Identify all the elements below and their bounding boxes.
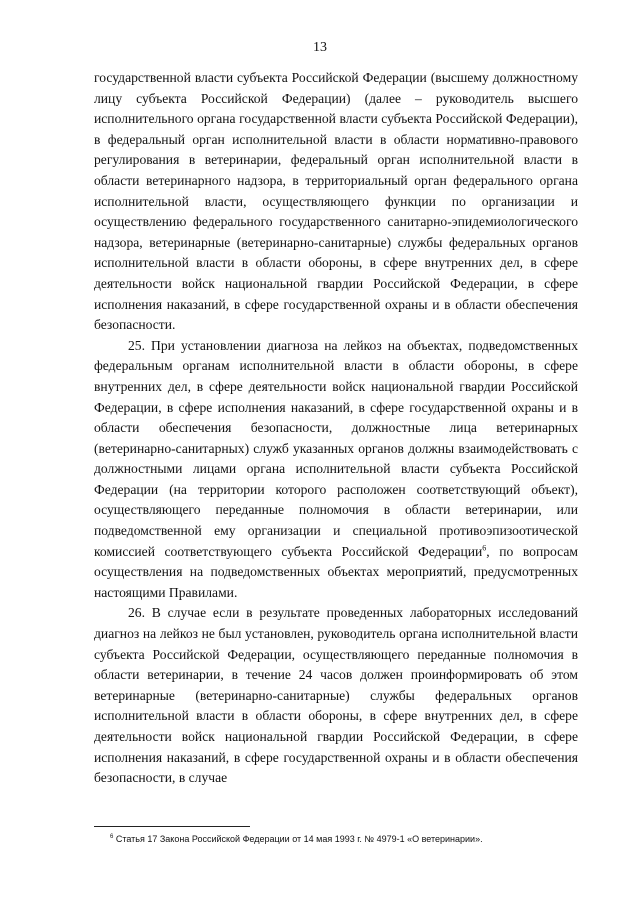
footnote-reference-6[interactable]: 6 <box>482 543 487 553</box>
footnote-separator <box>94 826 250 827</box>
paragraph-26: 26. В случае если в результате проведенных лабораторных исследований диагноз на лейкоз не был установлен, руководитель органа исполнительной власти субъекта Российской Федерации, осуществляющего переданные полномочия в области ветеринарии, в течение 24 часов должен проинформировать об этом ветеринарные (ветеринарно-санитарные) службы федеральных органов исполнительной власти в области обороны, в сфере внутренних дел, в сфере деятельности войск национальной гвардии Российской Федерации, в сфере исполнения наказаний, в сфере государственной охраны и в области обеспечения безопасности, в случае <box>94 605 578 786</box>
footnote-6 <box>110 833 580 845</box>
footnote-text: Статья 17 Закона Российской Федерации от 14 мая 1993 г. № 4979-1 «О ветеринарии». <box>113 834 483 844</box>
paragraph-25 <box>94 336 578 604</box>
document-body <box>94 68 578 789</box>
paragraph-25-text-end: , по вопросам осуществления на подведомственных объектах мероприятий, предусмотренных настоящими Правилами. <box>94 543 578 600</box>
paragraph-continuation: государственной власти субъекта Российской Федерации (высшему должностному лицу субъекта Российской Федерации) (далее – руководитель высшего исполнительного органа государственной власти субъекта Российской Федерации), в федеральный орган исполнительной власти в области нормативно-правового регулирования в ветеринарии, федеральный орган исполнительной власти в области ветеринарного надзора, в территориальный орган федерального органа исполнительной власти, осуществляющего функции по организации и осуществлению федерального государственного санитарно-эпидемиологического надзора, ветеринарные (ветеринарно-санитарные) службы федеральных органов исполнительной власти в области обороны, в сфере внутренних дел, в сфере деятельности войск национальной гвардии Российской Федерации, в сфере исполнения наказаний, в сфере государственной охраны и в области обеспечения безопасности. <box>94 70 578 333</box>
footnote-mark: 6 <box>110 834 114 840</box>
page-number: 13 <box>313 40 327 55</box>
paragraph-25-text: 25. При установлении диагноза на лейкоз на объектах, подведомственных федеральным органам исполнительной власти в области обороны, в сфере внутренних дел, в сфере деятельности войск национальной гвардии Российской Федерации, в сфере исполнения наказаний, в сфере государственной охраны и в области обеспечения безопасности, должностные лица ветеринарных (ветеринарно-санитарных) служб указанных органов должны взаимодействовать с должностными лицами органа исполнительной власти субъекта Российской Федерации (на территории которого расположен соответствующий объект), осуществляющего переданные полномочия в области ветеринарии, или подведомственной ему организации и специальной противоэпизоотической комиссией соответствующего субъекта Российской Федерации <box>94 337 578 559</box>
